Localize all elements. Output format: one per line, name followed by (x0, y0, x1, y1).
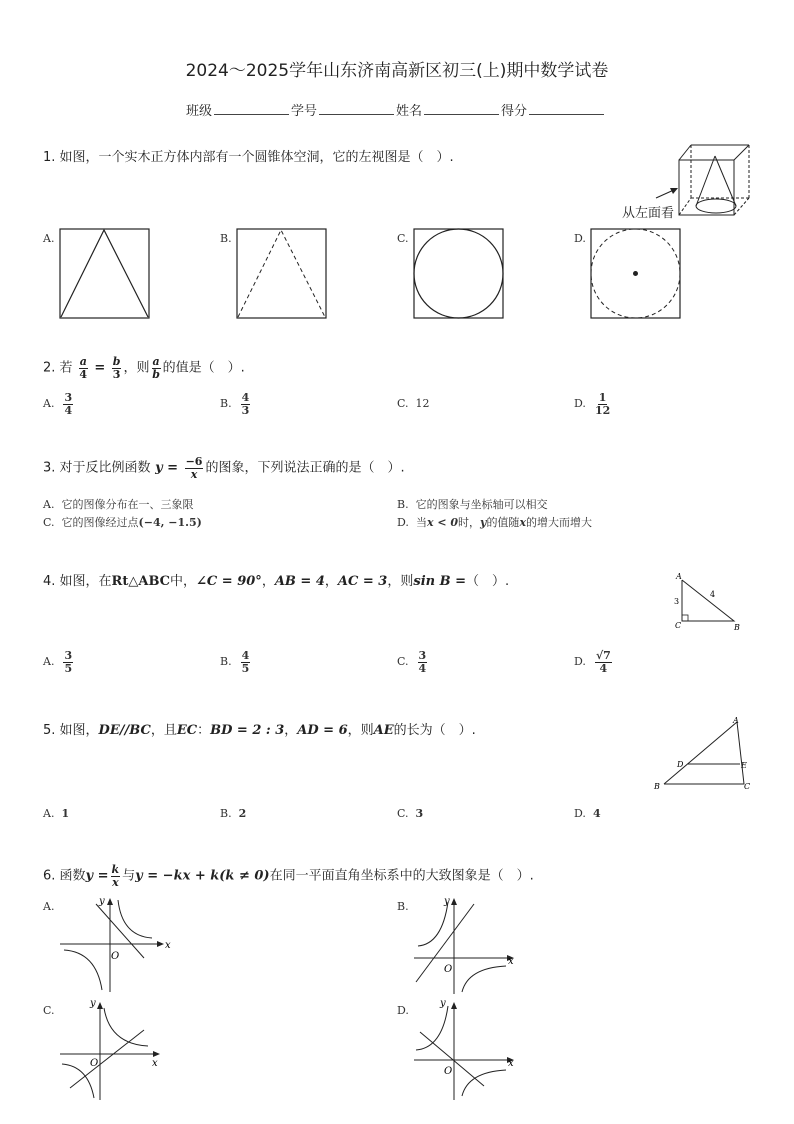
q3-option-b[interactable]: B. 它的图象与坐标轴可以相交 (397, 498, 548, 511)
class-blank (214, 102, 289, 115)
q4-option-d[interactable]: D. $\frac{√7}{4}$ (574, 649, 611, 675)
q6-option-a-graph[interactable] (56, 892, 176, 996)
q1-option-c-figure[interactable] (413, 228, 505, 320)
q5-option-d[interactable]: D. 4 (574, 807, 601, 820)
svg-text:B: B (734, 623, 740, 632)
svg-text:3: 3 (674, 597, 680, 606)
name-label: 姓名 (396, 104, 423, 119)
class-label: 班级 (186, 104, 213, 119)
svg-text:y: y (444, 896, 450, 907)
svg-text:y: y (99, 896, 105, 907)
q6-option-c-graph[interactable] (56, 994, 176, 1102)
svg-text:x: x (152, 1058, 158, 1069)
student-id-label: 学号 (291, 104, 318, 119)
svg-text:E: E (741, 761, 747, 770)
name-blank (424, 102, 499, 115)
q3-option-d[interactable]: D. 当x < 0时，y的值随x的增大而增大 (397, 516, 592, 529)
q6-frac: $\frac{k}{x}$ (111, 863, 120, 889)
q1-view-label: 从左面看 (622, 206, 675, 221)
q5-option-c[interactable]: C. 3 (397, 807, 424, 820)
q6-option-a-label[interactable]: A. (43, 900, 55, 913)
q4-stem: 4. 如图，在Rt△ABC中，∠C = 90°，AB = 4，AC = 3，则sin B =（ ）. (43, 574, 510, 589)
svg-text:D: D (677, 760, 684, 769)
score-blank (529, 102, 604, 115)
svg-text:x: x (508, 1058, 514, 1069)
svg-text:B: B (654, 782, 660, 791)
q1-option-a-label[interactable]: A. (43, 232, 55, 245)
q1-option-b-figure[interactable] (236, 228, 328, 320)
svg-text:4: 4 (710, 590, 716, 599)
q2-option-b[interactable]: B. $\frac{4}{3}$ (220, 391, 250, 417)
score-label: 得分 (501, 104, 528, 119)
svg-text:O: O (444, 1066, 453, 1077)
svg-text:C: C (744, 782, 751, 791)
q5-triangle-figure (652, 712, 756, 794)
q2-stem: 2. 若 $\frac{a}{4}$ = $\frac{b}{3}$ ，则 $\frac{a}{b}$ 的值是（ ）. (43, 355, 245, 381)
q4-triangle-figure (668, 570, 744, 632)
q4-option-b[interactable]: B. $\frac{4}{5}$ (220, 649, 250, 675)
svg-text:O: O (111, 951, 120, 962)
q6-option-d-label[interactable]: D. (397, 1004, 409, 1017)
svg-text:x: x (165, 940, 171, 951)
q3-option-c[interactable]: C. 它的图像经过点(−4, −1.5) (43, 516, 202, 529)
svg-text:x: x (508, 956, 514, 967)
q1-stem: 1. 如图，一个实木正方体内部有一个圆锥体空洞，它的左视图是（ ）. (43, 150, 454, 165)
q2-frac-a-over-4: $\frac{a}{4}$ (79, 355, 88, 381)
q6-option-d-graph[interactable] (410, 994, 530, 1102)
q2-option-c[interactable]: C. 12 (397, 397, 430, 410)
student-info-line (186, 100, 606, 119)
svg-text:A: A (676, 572, 682, 581)
q5-option-a[interactable]: A. 1 (43, 807, 70, 820)
q6-option-c-label[interactable]: C. (43, 1004, 55, 1017)
svg-text:C: C (675, 621, 682, 630)
q5-stem: 5. 如图，DE//BC，且EC：BD = 2 : 3，AD = 6，则AE的长为（ ）. (43, 723, 476, 738)
q6-option-b-graph[interactable] (410, 892, 530, 996)
q1-option-d-label[interactable]: D. (574, 232, 586, 245)
q2-frac-b-over-3: $\frac{b}{3}$ (112, 355, 121, 381)
student-id-blank (319, 102, 394, 115)
q1-option-c-label[interactable]: C. (397, 232, 409, 245)
page-title: 2024～2025学年山东济南高新区初三(上)期中数学试卷 (185, 61, 609, 81)
q6-stem: 6. 函数y = $\frac{k}{x}$ 与y = −kx + k(k ≠ 0)在同一平面直角坐标系中的大致图象是（ ）. (43, 863, 534, 889)
q4-option-a[interactable]: A. $\frac{3}{5}$ (43, 649, 73, 675)
q4-option-c[interactable]: C. $\frac{3}{4}$ (397, 649, 427, 675)
q2-option-a[interactable]: A. $\frac{3}{4}$ (43, 391, 73, 417)
q1-option-b-label[interactable]: B. (220, 232, 232, 245)
q6-option-b-label[interactable]: B. (397, 900, 409, 913)
svg-text:O: O (444, 964, 453, 975)
svg-text:y: y (440, 998, 446, 1009)
q1-option-a-figure[interactable] (59, 228, 151, 320)
svg-text:O: O (90, 1058, 99, 1069)
q1-option-d-figure[interactable] (590, 228, 682, 320)
svg-text:y: y (90, 998, 96, 1009)
q5-option-b[interactable]: B. 2 (220, 807, 247, 820)
q3-frac: $\frac{-6}{x}$ (185, 455, 203, 481)
q3-option-a[interactable]: A. 它的图像分布在一、三象限 (43, 498, 194, 511)
q2-option-d[interactable]: D. $\frac{1}{12}$ (574, 391, 611, 417)
q2-frac-a-over-b: $\frac{a}{b}$ (152, 355, 160, 381)
svg-text:A: A (733, 716, 739, 725)
q3-stem: 3. 对于反比例函数 y = $\frac{-6}{x}$ 的图象，下列说法正确的是（ ）. (43, 455, 405, 481)
